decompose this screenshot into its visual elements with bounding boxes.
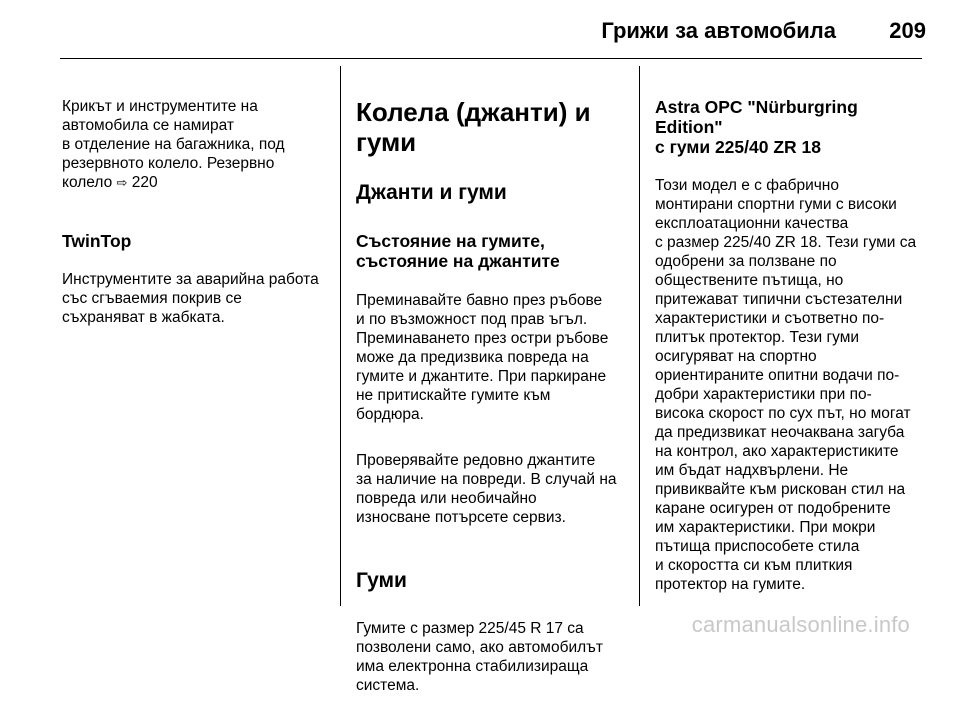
page-number: 209 [889, 18, 926, 43]
twintop-text: Инструментите за аварийна работа със сгъваемия покрив се съхраняват в жабката. [62, 271, 319, 326]
jack-location-paragraph [62, 97, 332, 192]
column-divider-1 [340, 66, 341, 606]
page-header-title: Грижи за автомобила [601, 18, 836, 43]
section-title: Колела (джанти) и гуми [356, 97, 591, 157]
opc-tyres-heading: Astra OPC "Nürburgring Edition" с гуми 225/40 ZR 18 [655, 97, 858, 157]
tyres-text: Гумите с размер 225/45 R 17 са позволени само, ако автомобилът има електронна стабилизираща система. [356, 620, 603, 694]
tyre-condition-text-1: Преминавайте бавно през ръбове и по възможност под прав ъгъл. Преминаването през остри ръбове може да предизвика повреда на гумите и джантите. При паркиране не притискайте гумите към бордюра. [356, 292, 609, 423]
opc-tyres-text: Този модел е с фабрично монтирани спортни гуми с високи експлоатационни качества с размер 225/40 ZR 18. Тези гуми са одобрени за ползване по обществените пътища, но притежават типични състезателни характеристики и съответно по- плитък протектор. Тези гуми осигуряват на спортно ориентираните опитни водачи по- добри характеристики при по- висока скорост по сух път, но могат да предизвикат неочаквана загуба на контрол, ако характеристиките им бъдат надхвърлени. Не привиквайте към рискован стил на каране осигурен от подобрените им характеристики. При мокри пътища приспособете стила и скоростта си към плиткия протектор на гумите. [655, 177, 917, 593]
twintop-heading: TwinTop [62, 231, 132, 251]
column-divider-2 [639, 66, 640, 606]
column-1 [62, 78, 332, 354]
section-subtitle: Джанти и гуми [356, 181, 507, 204]
column-2 [356, 78, 628, 722]
tyre-condition-heading: Състояние на гумите, състояние на джантите [356, 231, 560, 271]
page-reference-icon: ⇨ [116, 175, 128, 190]
tyre-condition-text-2: Проверявайте редовно джантите за наличие на повреди. В случай на повреда или необичайно износване потърсете сервиз. [356, 452, 617, 526]
tyres-heading: Гуми [356, 569, 407, 592]
column-3 [655, 78, 930, 621]
page-reference-number: 220 [131, 174, 158, 191]
jack-location-text: Крикът и инструментите на автомобила се намират в отделение на багажника, под резервното колело. Резервно колело [62, 98, 285, 191]
header-rule [60, 58, 922, 59]
watermark: carmanualsonline.info [691, 612, 910, 637]
